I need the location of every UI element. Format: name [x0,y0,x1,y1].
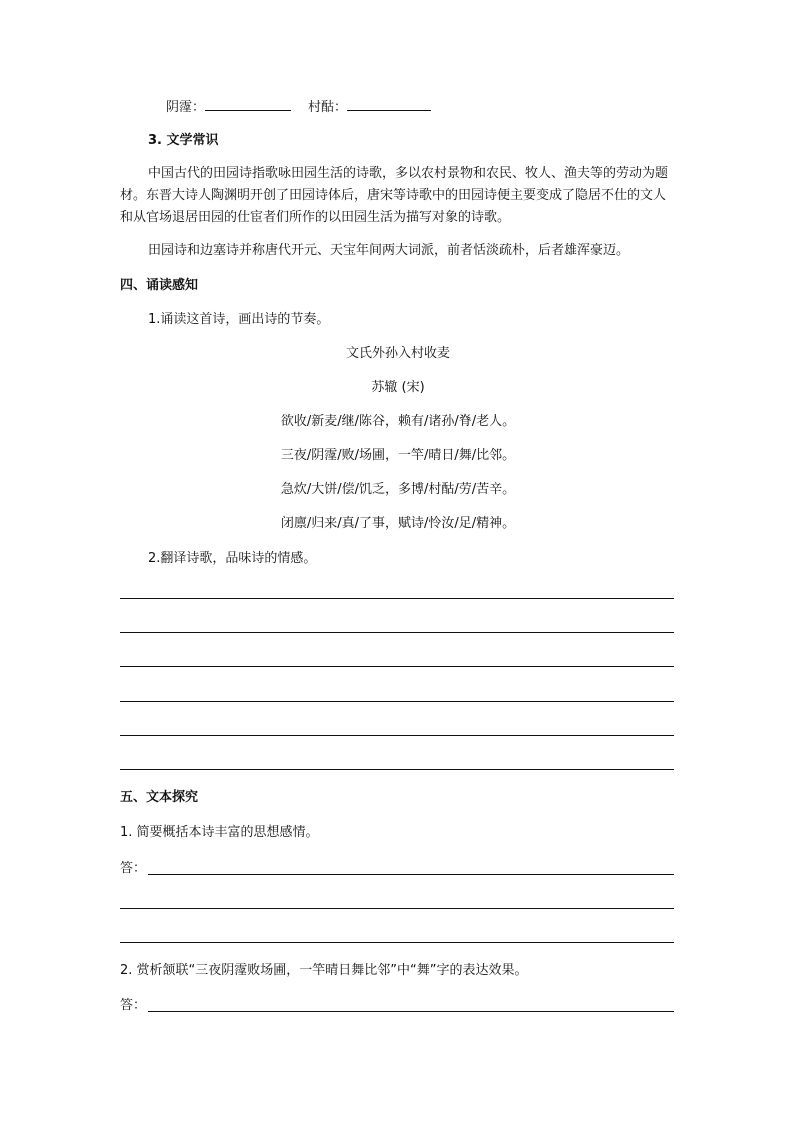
answer-label-1: 答： [120,861,147,876]
translation-answer-line[interactable] [120,769,674,770]
vocab-yinlin [166,98,291,117]
section4-question-1: 1.诵读这首诗，画出诗的节奏。 [148,312,330,327]
section5-heading: 五、文本探究 [120,790,199,805]
vocab-cunlao [308,98,431,117]
section5-question-2: 2. 赏析颔联“三夜阴霪败场圃，一竿晴日舞比邻”中“舞”字的表达效果。 [120,963,528,978]
poem-title: 文氏外孙入村收麦 [345,346,450,361]
answer-line-1[interactable] [148,874,674,875]
literature-para-1: 中国古代的田园诗指歌咏田园生活的诗歌，多以农村景物和农民、牧人、渔夫等的劳动为题材。东晋大诗人陶渊明开创了田园诗体后，唐宋等诗歌中的田园诗便主要变成了隐居不仕的文人和从官场退居田园的仕宦者们所作的以田园生活为描写对象的诗歌。 [120,166,669,225]
poem-line-3: 急炊/大饼/偿/饥乏，多博/村酤/劳/苦辛。 [280,482,516,497]
poem-line-2: 三夜/阴霪/败/场圃，一竿/晴日/舞/比邻。 [280,448,516,463]
vocab-yinlin-blank[interactable] [205,98,291,111]
translation-answer-line[interactable] [120,598,674,599]
vocab-cunlao-label: 村酤： [308,100,348,115]
translation-answer-line[interactable] [120,701,674,702]
vocab-yinlin-label: 阴霪： [166,100,206,115]
section4-question-2: 2.翻译诗歌，品味诗的情感。 [148,551,317,566]
section5-question-1: 1. 简要概括本诗丰富的思想感情。 [120,825,319,840]
poem-line-4: 闭廪/归来/真/了事，赋诗/怜汝/足/精神。 [280,516,516,531]
literature-para-2: 田园诗和边塞诗并称唐代开元、天宝年间两大词派，前者恬淡疏朴，后者雄浑豪迈。 [148,243,630,258]
answer-line-1c[interactable] [120,942,674,943]
translation-answer-line[interactable] [120,666,674,667]
answer-label-2: 答： [120,998,147,1013]
literature-heading: 3. 文学常识 [148,133,219,148]
vocab-cunlao-blank[interactable] [347,98,431,111]
translation-answer-line[interactable] [120,632,674,633]
poem-line-1: 欲收/新麦/继/陈谷，赖有/诸孙/脊/老人。 [280,414,516,429]
answer-line-1b[interactable] [120,908,674,909]
translation-answer-line[interactable] [120,735,674,736]
poem-author: 苏辙 (宋) [371,380,425,395]
section4-heading: 四、诵读感知 [120,278,199,293]
answer-line-2[interactable] [148,1011,674,1012]
